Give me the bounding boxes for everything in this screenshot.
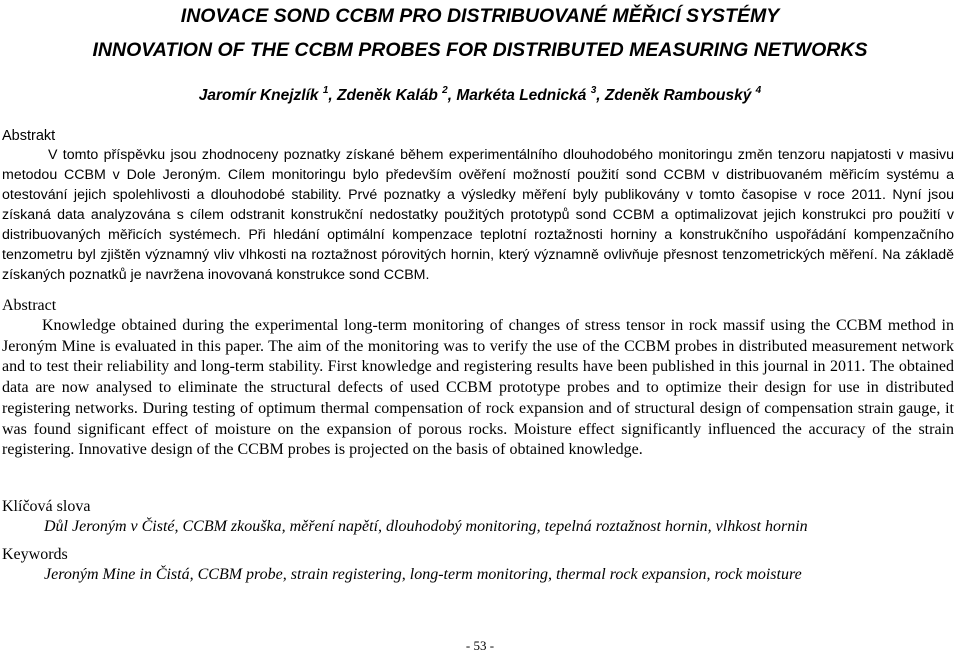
author-separator: , [447, 87, 457, 105]
author-list [0, 82, 960, 106]
author-name: Jaromír Knejzlík [198, 87, 319, 105]
author-separator: , [328, 87, 338, 105]
klicova-slova-text: Důl Jeroným v Čisté, CCBM zkouška, měření napětí, dlouhodobý monitoring, tepelná roztažnost hornin, vlhkost hornin [44, 518, 808, 535]
abstract-heading: Abstract [2, 297, 57, 314]
abstrakt-section [2, 127, 954, 285]
abstract-section [2, 296, 954, 461]
author-affiliation-mark: 4 [755, 85, 762, 96]
page-number: - 53 - [465, 638, 495, 653]
author-name: Markéta Lednická [456, 87, 587, 105]
keywords-text: Jeroným Mine in Čistá, CCBM probe, strain registering, long-term monitoring, thermal rock expansion, rock moisture [44, 566, 802, 583]
author-affiliation-mark: 3 [590, 85, 597, 96]
author-separator: , [596, 87, 605, 105]
abstract-text: Knowledge obtained during the experimental long-term monitoring of changes of stress tensor in rock massif using the CCBM method in Jeroným Mine is evaluated in this paper. The aim of the monitoring was to verify the use of the CCBM probes in distributed measurement network and to test their reliability and long-term stability. First knowledge and registering results have been published in this journal in 2011. The obtained data are now analysed to eliminate the structural defects of used CCBM prototype probes and to optimize their design for use in distributed registering networks. During testing of optimum thermal compensation of rock expansion and of structural design of compensation strain gauge, it was found significant effect of moisture on the expansion of porous rocks. Moisture effect significantly influenced the accuracy of the strain registering. Innovative design of the CCBM probes is projected on the basis of obtained knowledge. [2, 317, 954, 459]
abstrakt-heading: Abstrakt [2, 128, 56, 144]
abstrakt-text: V tomto příspěvku jsou zhodnoceny poznatky získané během experimentálního dlouhodobého monitoringu změn tenzoru napjatosti v masivu metodou CCBM v Dole Jeroným. Cílem monitoringu bylo především ověření možností použití sond CCBM v distribuovaném měřicím systému a otestování jejich spolehlivosti a dlouhodobé stability. Prvé poznatky a výsledky měření byly publikovány v tomto časopise v roce 2011. Nyní jsou získaná data analyzována s cílem odstranit konstrukční nedostatky použitých prototypů sond CCBM a optimalizovat jejich konstrukci pro použití v distribuovaných měřicích systémech. Při hledání optimální kompenzace teplotní roztažnosti horniny a konstrukčního uspořádání kompenzačního tenzometru byl zjištěn významný vliv vlhkosti na roztažnost pórovitých hornin, který významně ovlivňuje přesnost tenzometrických měření. Na základě získaných poznatků je navržena inovovaná konstrukce sond CCBM. [2, 147, 954, 283]
author-name: Zdeněk Rambouský [604, 87, 752, 105]
keywords-heading: Keywords [2, 546, 68, 563]
author-name: Zdeněk Kaláb [337, 87, 438, 105]
klicova-slova-section [2, 497, 954, 537]
author-affiliation-mark: 1 [322, 85, 329, 96]
paper-title-english: INNOVATION OF THE CCBM PROBES FOR DISTRIBUTED MEASURING NETWORKS [92, 39, 868, 61]
klicova-slova-heading: Klíčová slova [2, 498, 91, 515]
author-affiliation-mark: 2 [442, 85, 448, 96]
keywords-section [2, 545, 954, 585]
paper-title-czech: INOVACE SOND CCBM PRO DISTRIBUOVANÉ MĚŘICÍ SYSTÉMY [180, 5, 780, 27]
